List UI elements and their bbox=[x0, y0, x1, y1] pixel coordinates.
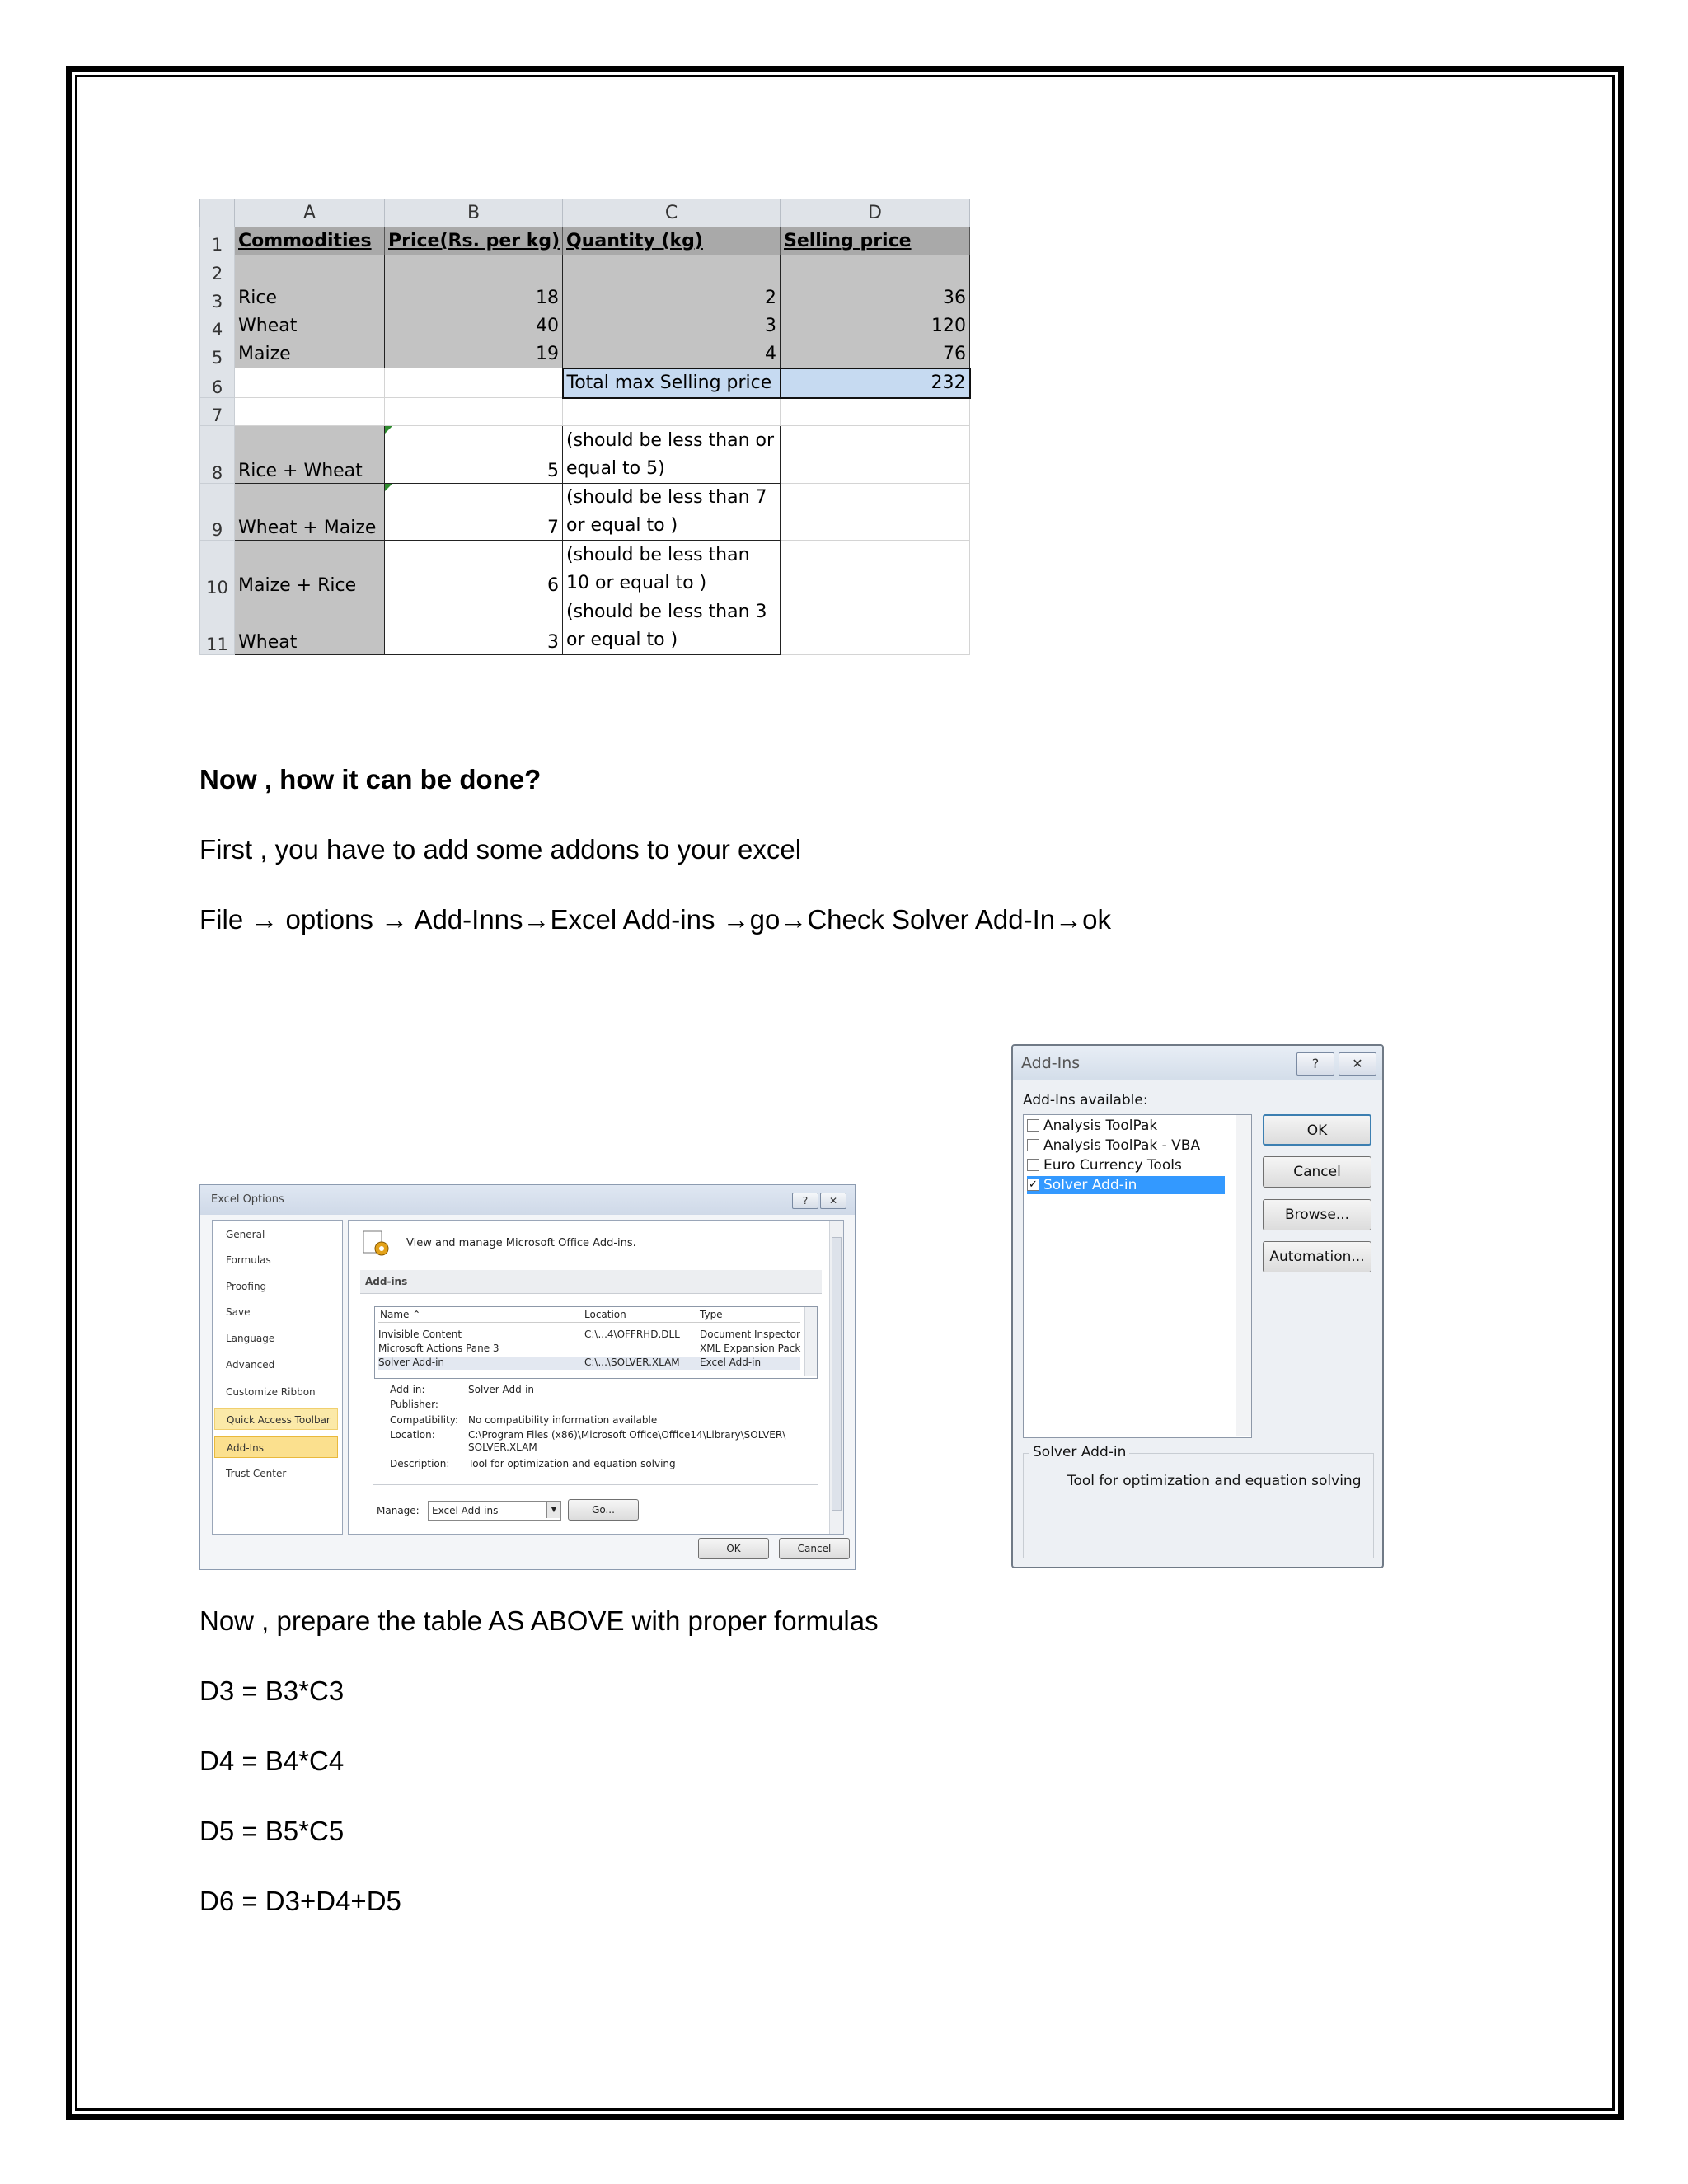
section-heading: Now , how it can be done? bbox=[199, 764, 542, 794]
cell[interactable]: 18 bbox=[385, 284, 563, 312]
header-cell[interactable]: Price(Rs. per kg) bbox=[385, 227, 563, 255]
cell[interactable]: 36 bbox=[781, 284, 970, 312]
description-group bbox=[1023, 1453, 1374, 1558]
add-ins-dialog bbox=[1011, 1044, 1384, 1568]
options-content bbox=[348, 1220, 844, 1535]
menu-path: File → options → Add-Inns→Excel Add-ins →go→Check Solver Add-In→ok bbox=[199, 904, 1111, 935]
list-item-label: Analysis ToolPak - VBA bbox=[1043, 1137, 1201, 1154]
checkbox[interactable] bbox=[1027, 1139, 1039, 1151]
chevron-down-icon: ▼ bbox=[546, 1502, 560, 1518]
constraint-note[interactable]: (should be less than or equal to 5) bbox=[563, 426, 781, 483]
detail-value: Tool for optimization and equation solving bbox=[468, 1458, 676, 1469]
cell[interactable]: 40 bbox=[385, 312, 563, 340]
row-number[interactable]: 9 bbox=[200, 483, 235, 540]
close-button[interactable]: ✕ bbox=[820, 1193, 846, 1209]
row-number[interactable]: 5 bbox=[200, 340, 235, 368]
cell[interactable]: 19 bbox=[385, 340, 563, 368]
detail-key: Compatibility: bbox=[390, 1414, 459, 1426]
total-label-cell[interactable]: Total max Selling price bbox=[563, 368, 781, 398]
checkbox[interactable] bbox=[1027, 1119, 1039, 1132]
go-button[interactable]: Go... bbox=[568, 1499, 639, 1521]
constraint-value[interactable]: 6 bbox=[385, 541, 563, 598]
formula-line: D5 = B5*C5 bbox=[199, 1816, 345, 1846]
constraint-note[interactable]: (should be less than 10 or equal to ) bbox=[563, 541, 781, 598]
row-number[interactable]: 7 bbox=[200, 398, 235, 426]
automation-button[interactable]: Automation... bbox=[1263, 1241, 1372, 1272]
nav-item-general[interactable]: General bbox=[226, 1229, 265, 1240]
dialog-titlebar bbox=[200, 1185, 855, 1215]
constraint-value[interactable]: 5 bbox=[385, 426, 563, 483]
list-item-label: Solver Add-in bbox=[1043, 1177, 1137, 1193]
detail-value: No compatibility information available bbox=[468, 1414, 658, 1426]
list-item-label: Analysis ToolPak bbox=[1043, 1118, 1158, 1134]
instruction-line: First , you have to add some addons to your excel bbox=[199, 834, 802, 865]
cell[interactable] bbox=[235, 255, 385, 284]
cell[interactable] bbox=[563, 398, 781, 426]
detail-key: Description: bbox=[390, 1458, 450, 1469]
cell[interactable] bbox=[781, 598, 970, 654]
spreadsheet bbox=[199, 199, 971, 655]
close-button[interactable]: ✕ bbox=[1339, 1052, 1376, 1076]
row-number[interactable]: 8 bbox=[200, 426, 235, 483]
column-type-header[interactable]: Type bbox=[700, 1309, 723, 1320]
excel-options-dialog bbox=[199, 1184, 856, 1570]
row-number[interactable]: 6 bbox=[200, 368, 235, 398]
cell[interactable] bbox=[781, 426, 970, 483]
nav-item-language[interactable]: Language bbox=[226, 1333, 275, 1344]
add-ins-list[interactable] bbox=[374, 1306, 818, 1379]
cell[interactable]: Wheat bbox=[235, 312, 385, 340]
dialog-titlebar bbox=[1013, 1046, 1382, 1080]
add-in-name: Invisible Content bbox=[378, 1329, 462, 1340]
ok-button[interactable]: OK bbox=[1263, 1114, 1372, 1146]
nav-item-proofing[interactable]: Proofing bbox=[226, 1281, 267, 1292]
cell[interactable] bbox=[781, 483, 970, 540]
add-in-location: C:\...4\OFFRHD.DLL bbox=[584, 1329, 680, 1340]
add-ins-gear-icon bbox=[362, 1229, 392, 1257]
list-item-selected[interactable] bbox=[378, 1357, 800, 1370]
add-in-name: Microsoft Actions Pane 3 bbox=[378, 1343, 499, 1354]
header-cell[interactable]: Quantity (kg) bbox=[563, 227, 781, 255]
checkbox[interactable] bbox=[1027, 1159, 1039, 1171]
formula-line: D3 = B3*C3 bbox=[199, 1675, 345, 1706]
cancel-button[interactable]: Cancel bbox=[779, 1538, 850, 1559]
add-in-type: XML Expansion Pack bbox=[700, 1343, 801, 1354]
constraint-note[interactable]: (should be less than 7 or equal to ) bbox=[563, 483, 781, 540]
ok-button[interactable]: OK bbox=[698, 1538, 769, 1559]
row-number[interactable]: 2 bbox=[200, 255, 235, 284]
nav-item-trust-center[interactable]: Trust Center bbox=[226, 1468, 287, 1479]
group-title: Solver Add-in bbox=[1029, 1444, 1129, 1460]
cell[interactable]: 120 bbox=[781, 312, 970, 340]
add-in-type: Document Inspector bbox=[700, 1329, 800, 1340]
cell[interactable]: 76 bbox=[781, 340, 970, 368]
nav-item-advanced[interactable]: Advanced bbox=[226, 1359, 275, 1371]
constraint-label[interactable]: Wheat bbox=[235, 598, 385, 654]
column-location-header[interactable]: Location bbox=[584, 1309, 626, 1320]
list-item[interactable] bbox=[378, 1329, 800, 1342]
section-title: Add-ins bbox=[365, 1276, 408, 1287]
dialog-title: Add-Ins bbox=[1021, 1054, 1081, 1072]
manage-select[interactable] bbox=[428, 1501, 561, 1521]
cell[interactable] bbox=[781, 398, 970, 426]
cell[interactable] bbox=[385, 368, 563, 398]
nav-item-customize-ribbon[interactable]: Customize Ribbon bbox=[226, 1386, 316, 1398]
cell[interactable] bbox=[385, 398, 563, 426]
instruction-line: Now , prepare the table AS ABOVE with proper formulas bbox=[199, 1605, 879, 1636]
nav-item-save[interactable]: Save bbox=[226, 1306, 251, 1318]
cell[interactable] bbox=[781, 541, 970, 598]
detail-key: Publisher: bbox=[390, 1399, 438, 1410]
total-value-cell[interactable]: 232 bbox=[781, 368, 970, 398]
cell[interactable] bbox=[781, 255, 970, 284]
formula-line: D6 = D3+D4+D5 bbox=[199, 1886, 401, 1916]
checkbox[interactable]: ✓ bbox=[1027, 1179, 1039, 1191]
add-in-name: Solver Add-in bbox=[378, 1357, 445, 1368]
available-label: Add-Ins available: bbox=[1023, 1092, 1148, 1108]
cell[interactable] bbox=[385, 255, 563, 284]
row-number[interactable]: 11 bbox=[200, 598, 235, 654]
formula-line: D4 = B4*C4 bbox=[199, 1746, 345, 1776]
cell[interactable]: 4 bbox=[563, 340, 781, 368]
manage-select-value: Excel Add-ins bbox=[432, 1505, 499, 1516]
row-number[interactable]: 4 bbox=[200, 312, 235, 340]
column-header[interactable]: C bbox=[563, 199, 781, 227]
column-header[interactable]: A bbox=[235, 199, 385, 227]
group-description: Tool for optimization and equation solving bbox=[1067, 1473, 1362, 1489]
column-header[interactable]: D bbox=[781, 199, 970, 227]
help-button[interactable]: ? bbox=[1296, 1052, 1334, 1076]
constraint-value[interactable]: 7 bbox=[385, 483, 563, 540]
nav-item-add-ins[interactable]: Add-Ins bbox=[214, 1436, 338, 1458]
row-number[interactable]: 10 bbox=[200, 541, 235, 598]
cell[interactable]: Rice bbox=[235, 284, 385, 312]
constraint-note[interactable]: (should be less than 3 or equal to ) bbox=[563, 598, 781, 654]
column-header[interactable]: B bbox=[385, 199, 563, 227]
constraint-value[interactable]: 3 bbox=[385, 598, 563, 654]
add-in-type: Excel Add-in bbox=[700, 1357, 762, 1368]
row-number[interactable]: 1 bbox=[200, 227, 235, 255]
cell[interactable]: 2 bbox=[563, 284, 781, 312]
add-ins-available-list[interactable] bbox=[1023, 1114, 1252, 1438]
cell[interactable] bbox=[235, 368, 385, 398]
content-heading: View and manage Microsoft Office Add-ins. bbox=[406, 1237, 636, 1249]
dialog-title: Excel Options bbox=[211, 1193, 284, 1206]
detail-key: Location: bbox=[390, 1429, 435, 1441]
constraint-label[interactable]: Rice + Wheat bbox=[235, 426, 385, 483]
options-nav bbox=[212, 1220, 343, 1535]
detail-value: Solver Add-in bbox=[468, 1384, 535, 1395]
list-header bbox=[378, 1309, 800, 1323]
nav-item-quick-access-toolbar[interactable]: Quick Access Toolbar bbox=[214, 1408, 338, 1430]
browse-button[interactable]: Browse... bbox=[1263, 1199, 1372, 1230]
help-button[interactable]: ? bbox=[792, 1193, 818, 1209]
list-item-solver-add-in[interactable] bbox=[1027, 1176, 1225, 1194]
row-number[interactable]: 3 bbox=[200, 284, 235, 312]
list-item[interactable] bbox=[378, 1343, 800, 1356]
header-cell[interactable]: Selling price bbox=[781, 227, 970, 255]
list-scrollbar[interactable] bbox=[1236, 1115, 1251, 1436]
detail-value: C:\Program Files (x86)\Microsoft Office\Office14\Library\SOLVER\ bbox=[468, 1429, 786, 1441]
manage-label: Manage: bbox=[377, 1505, 420, 1516]
column-name-header[interactable]: Name ⌃ bbox=[380, 1309, 421, 1320]
cancel-button[interactable]: Cancel bbox=[1263, 1156, 1372, 1188]
detail-value: SOLVER.XLAM bbox=[468, 1441, 537, 1453]
nav-item-formulas[interactable]: Formulas bbox=[226, 1254, 271, 1266]
detail-key: Add-in: bbox=[390, 1384, 425, 1395]
header-cell[interactable]: Commodities bbox=[235, 227, 385, 255]
cell[interactable] bbox=[235, 398, 385, 426]
content-scrollbar[interactable] bbox=[829, 1221, 843, 1534]
constraint-label[interactable]: Maize + Rice bbox=[235, 541, 385, 598]
add-in-location: C:\...\SOLVER.XLAM bbox=[584, 1357, 680, 1368]
list-scrollbar[interactable] bbox=[804, 1307, 817, 1376]
cell[interactable]: Maize bbox=[235, 340, 385, 368]
select-all-corner[interactable] bbox=[200, 199, 235, 227]
list-item-label: Euro Currency Tools bbox=[1043, 1157, 1182, 1174]
cell[interactable] bbox=[563, 255, 781, 284]
constraint-label[interactable]: Wheat + Maize bbox=[235, 483, 385, 540]
cell[interactable]: 3 bbox=[563, 312, 781, 340]
